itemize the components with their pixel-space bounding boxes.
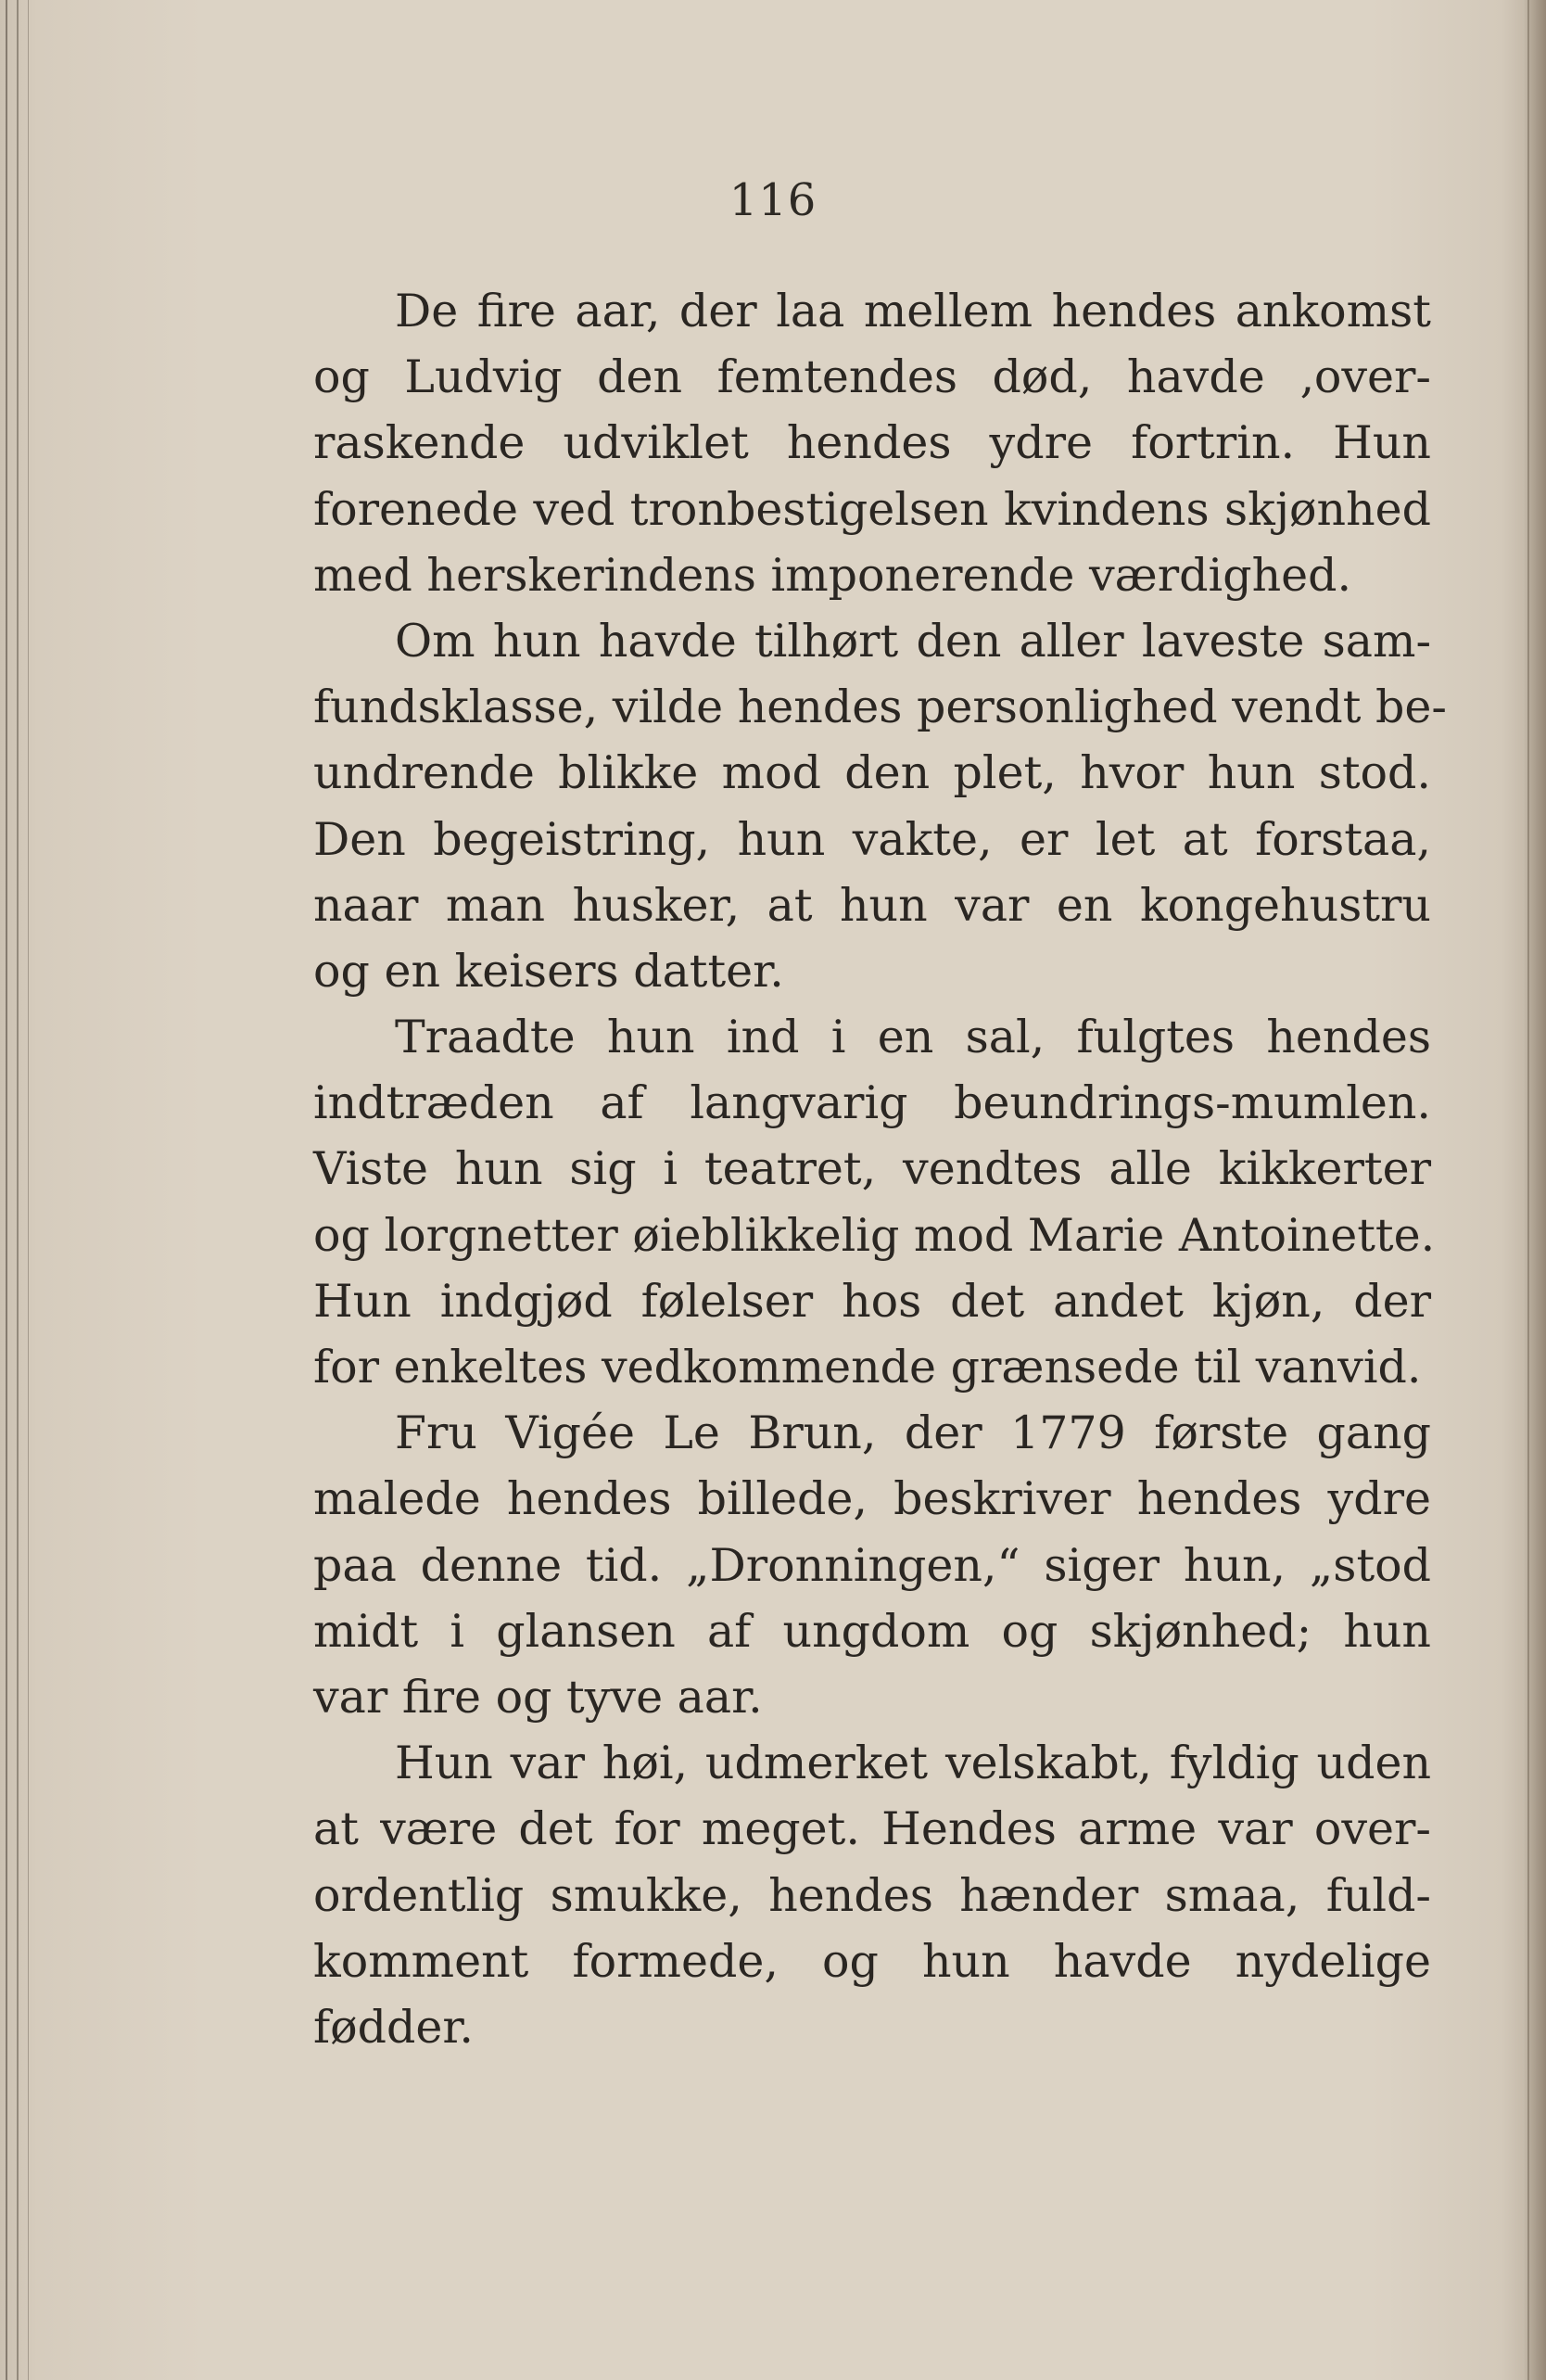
text-line: Hun indgjød følelser hos det andet kjøn, der bbox=[313, 1274, 1431, 1328]
text-line: Fru Vigée Le Brun, der 1779 første gang bbox=[395, 1406, 1431, 1460]
text-line: var fire og tyve aar. bbox=[313, 1670, 763, 1724]
binding-edge-line bbox=[6, 0, 7, 2380]
text-line: fundsklasse, vilde hendes personlighed vendt be- bbox=[313, 681, 1447, 734]
text-line: naar man husker, at hun var en kongehustru bbox=[313, 878, 1431, 932]
text-line: paa denne tid. „Dronningen,“ siger hun, „stod bbox=[313, 1538, 1431, 1592]
text-line: raskende udviklet hendes ydre fortrin. Hun bbox=[313, 416, 1431, 470]
text-line: for enkeltes vedkommende grænsede til vanvid. bbox=[313, 1341, 1422, 1394]
body-text bbox=[313, 278, 1447, 2060]
text-line: midt i glansen af ungdom og skjønhed; hun bbox=[313, 1604, 1431, 1658]
paragraph bbox=[313, 608, 1447, 1004]
text-line: ordentlig smukke, hendes hænder smaa, fuld- bbox=[313, 1868, 1431, 1922]
text-line: De fire aar, der laa mellem hendes ankomst bbox=[395, 285, 1431, 337]
text-line: Den begeistring, hun vakte, er let at forstaa, bbox=[313, 812, 1431, 866]
paragraph bbox=[313, 1400, 1431, 1730]
text-line: Viste hun sig i teatret, vendtes alle kikkerter bbox=[313, 1142, 1431, 1196]
page-edge-shadow bbox=[1524, 0, 1546, 2380]
text-line: indtræden af langvarig beundrings-mumlen. bbox=[313, 1076, 1431, 1130]
paragraph bbox=[313, 1730, 1431, 2060]
text-line: at være det for meget. Hendes arme var over- bbox=[313, 1802, 1431, 1856]
text-line: Om hun havde tilhørt den aller laveste sam- bbox=[395, 614, 1431, 668]
text-line: malede hendes billede, beskriver hendes ydre bbox=[313, 1472, 1431, 1526]
text-line: undrende blikke mod den plet, hvor hun stod. bbox=[313, 746, 1431, 800]
paragraph bbox=[313, 278, 1431, 608]
text-line: og lorgnetter øieblikkelig mod Marie Antoinette. bbox=[313, 1208, 1436, 1262]
page-number: 116 bbox=[729, 174, 817, 226]
text-line: forenede ved tronbestigelsen kvindens skjønhed bbox=[313, 482, 1431, 536]
text-line: og Ludvig den femtendes død, havde ‚over- bbox=[313, 350, 1431, 404]
text-line: komment formede, og hun havde nydelige bbox=[313, 1934, 1431, 1988]
paragraph bbox=[313, 1004, 1436, 1400]
text-line: Traadte hun ind i en sal, fulgtes hendes bbox=[395, 1011, 1431, 1064]
text-line: Hun var høi, udmerket velskabt, fyldig uden bbox=[395, 1737, 1431, 1790]
text-line: fødder. bbox=[313, 2000, 474, 2054]
binding-edge-line bbox=[17, 0, 19, 2380]
text-line: med herskerindens imponerende værdighed. bbox=[313, 548, 1352, 602]
text-line: og en keisers datter. bbox=[313, 944, 784, 998]
binding-edge-line bbox=[28, 0, 29, 2380]
